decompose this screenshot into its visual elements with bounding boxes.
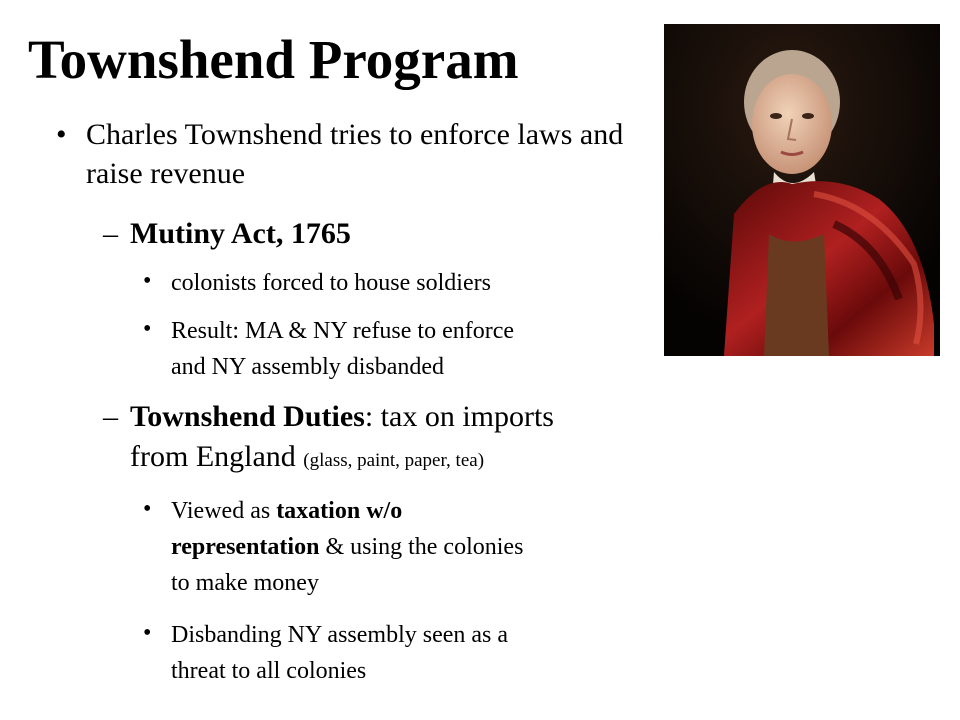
dash-marker: – [103, 400, 118, 433]
point-text: Disbanding NY assembly seen as a threat to all colonies [171, 622, 509, 684]
dash-marker: – [103, 217, 118, 250]
bullet-text: Charles Townshend tries to enforce laws and raise revenue [86, 118, 624, 190]
bullet-marker: • [143, 316, 152, 342]
portrait-image [664, 24, 940, 356]
portrait-painting [664, 24, 940, 356]
bullet-marker: • [143, 620, 152, 646]
point-text: Viewed as taxation w/o representation & using the colonies to make money [171, 498, 524, 596]
point-text: Result: MA & NY refuse to enforce and NY assembly disbanded [171, 318, 515, 380]
mutiny-act-label: Mutiny Act, 1765 [130, 217, 351, 250]
townshend-duties-label: Townshend Duties [130, 400, 365, 433]
goods-list: (glass, paint, paper, tea) [303, 450, 485, 471]
bullet-marker: • [143, 496, 152, 522]
slide-title: Townshend Program [28, 29, 519, 90]
townshend-duties-text: Townshend Duties: tax on imports from England (glass, paint, paper, tea) [130, 400, 554, 473]
bullet-marker: • [143, 268, 152, 294]
point-text: colonists forced to house soldiers [171, 270, 491, 296]
bullet-marker: • [56, 118, 67, 151]
